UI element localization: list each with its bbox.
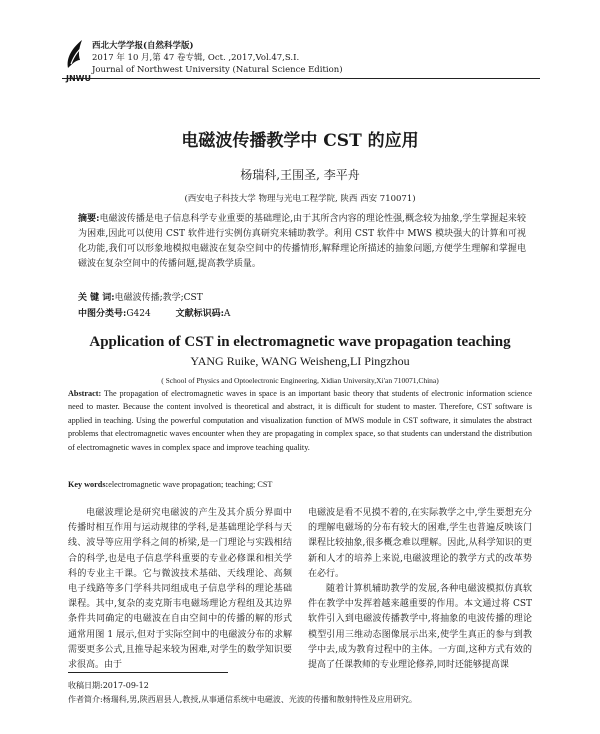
abstract-en-text: The propagation of electromagnetic waves in space is an important basic theory that students of electronic information science need to master. Because the content involved is theoretical and abstract, it is difficult for student to master. Therefore, CST software is applied in teaching. Using the powerful computation and visualization function of MWS module in CST software, it simulates the abstract problems that electromagnetic waves encounter when they are propagating in complex space, so that students can understand the distribution of electromagnetic waves in complex space and improve teaching quality.: [68, 389, 532, 452]
issue-line: 2017 年 10 月,第 47 卷专辑, Oct. ,2017,Vol.47,S.I.: [92, 53, 300, 63]
journal-logo-icon: [62, 34, 90, 74]
body-paragraph: 电磁波理论是研究电磁波的产生及其介质分界面中传播时相互作用与运动规律的学科,是基础理论学科与天线、波导等应用学科之间的桥梁,是一门理论与实践相结合的科学,也是电子信息学科重要的专业必修课和相关学科的专业主干课。它与微波技术基础、天线理论、高频电子线路等多门学科共同组成电子信息学科的理论基础课程。其中,复杂的麦克斯韦电磁场理论方程组及其边界条件共同确定的电磁波在自由空间中的传播的解的形式通常用图 1 展示,但对于实际空间中的电磁波分布的求解需要更多公式,且推导起来较为困难,对学生的数学知识要求很高。由于: [68, 508, 292, 671]
authors-cn: 杨瑞科,王围圣, 李平舟: [240, 168, 360, 182]
abstract-en-label: Abstract:: [68, 389, 102, 398]
classification-cn: [78, 306, 230, 319]
doc-code-value: A: [223, 309, 231, 319]
keywords-en: [68, 480, 272, 489]
body-paragraph: 电磁波是看不见摸不着的,在实际教学之中,学生要想充分的理解电磁场的分布有较大的困难,学生也普遍反映该门课程比较抽象,很多概念难以理解。因此,从科学知识的更新和人才的培养上来说,电磁波理论的教学方式的改革势在必行。: [308, 508, 532, 579]
abstract-cn-label: 摘要:: [78, 214, 100, 224]
classification-label: 中图分类号:: [78, 309, 127, 319]
body-column-right: [308, 506, 532, 673]
keywords-cn-label: 关 键 词:: [78, 293, 115, 303]
paper-title-en: Application of CST in electromagnetic wave propagation teaching: [89, 334, 511, 350]
affiliation-en: ( School of Physics and Optoelectronic Engineering, Xidian University,Xi'an 710071,China): [161, 376, 439, 385]
keywords-en-text: electromagnetic wave propagation; teaching; CST: [108, 480, 273, 489]
authors-en: YANG Ruike, WANG Weisheng,LI Pingzhou: [190, 354, 410, 368]
keywords-en-label: Key words:: [68, 480, 109, 489]
received-date: 收稿日期:2017-09-12: [68, 681, 149, 690]
doc-code-label: 文献标识码:: [175, 309, 224, 319]
journal-logo: [62, 34, 90, 74]
footnote-rule: [68, 672, 228, 673]
abstract-cn-text: 电磁波传播是电子信息科学专业重要的基础理论,由于其所含内容的理论性强,概念较为抽象,学生掌握起来较为困难,因此可以使用 CST 软件进行实例仿真研究来辅助教学。利用 CST 软件中 MWS 模块强大的计算和可视化功能,我们可以形象地模拟电磁波在复杂空间中的传播情形,解释理论所描述的抽象问题,方便学生理解和掌握电磁波在复杂空间中的传播问题,提高教学质量。: [78, 214, 526, 269]
body-column-left: [68, 506, 292, 673]
keywords-cn-text: 电磁波传播;教学;CST: [114, 293, 203, 303]
paper-title-cn: 电磁波传播教学中 CST 的应用: [181, 131, 419, 151]
affiliation-cn: (西安电子科技大学 物理与光电工程学院, 陕西 西安 710071): [184, 194, 416, 204]
abstract-en: [68, 387, 532, 454]
journal-name-en: Journal of Northwest University (Natural Science Edition): [92, 65, 343, 75]
abstract-cn: [78, 212, 526, 272]
journal-name-cn: 西北大学学报(自然科学版): [92, 41, 194, 51]
keywords-cn: [78, 290, 203, 303]
header-rule: [62, 78, 540, 79]
classification-value: G424: [126, 309, 151, 319]
author-intro: 作者简介:杨瑞科,男,陕西眉县人,教授,从事通信系统中电磁波、光波的传播和散射特性及应用研究。: [68, 695, 417, 704]
body-paragraph: 随着计算机辅助教学的发展,各种电磁波模拟仿真软件在教学中发挥着越来越重要的作用。本文通过将 CST 软件引入到电磁波传播教学中,将抽象的电波传播的理论模型引用三维动态图像展示出来,使学生真正的参与到教学中去,成为教育过程中的主体。一方面,这种方式有效的提高了任课教师的专业理论修养,同时还能够提高课: [308, 584, 532, 671]
